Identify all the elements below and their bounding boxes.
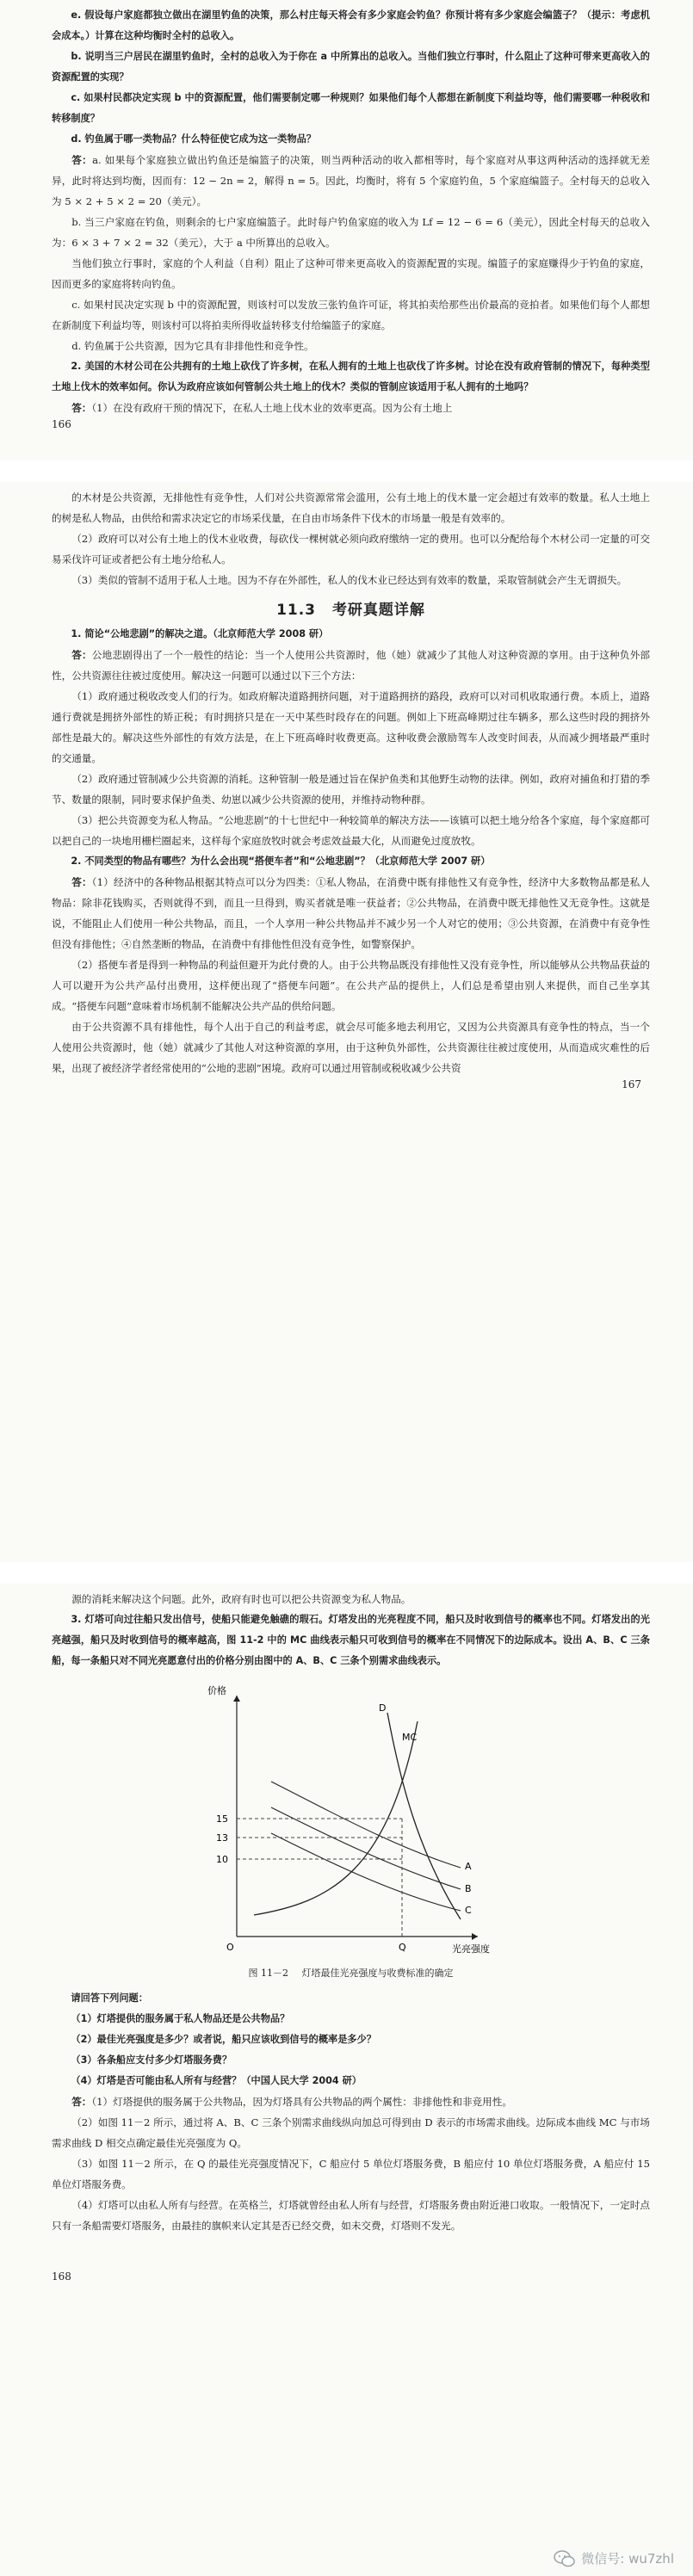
- tick-13: 13: [216, 1832, 228, 1844]
- paragraph: 2. 不同类型的物品有哪些？为什么会出现“搭便车者”和“公地悲剧”？（北京师范大学 2007 研）: [71, 856, 491, 867]
- paragraph: （2）如图 11－2 所示，通过将 A、B、C 三条个别需求曲线纵向加总可得到由 D 表示的市场需求曲线。边际成本曲线 MC 与市场需求曲线 D 相交点确定最佳光亮强度为 Q。: [52, 2116, 650, 2149]
- page-number: 168: [52, 2270, 71, 2283]
- answer-label: 答：: [71, 876, 92, 888]
- paragraph: 1. 简论“公地悲剧”的解决之道。（北京师范大学 2008 研）: [71, 628, 329, 639]
- paragraph: 答：（1）经济中的各种物品根据其特点可以分为四类：①私人物品，在消费中既有排他性又有竞争性，经济中大多数物品都是私人物品：除非花钱购买，否则就得不到，而且一旦得到，购买者就是唯一获益者；②公共物品，在消费中既无排他性又无竞争性。这就是说，不能阻止人们使用一种公共物品，而且，一个人享用一种公共物品并不减少另一个人对它的使用；③公共资源，在消费中有竞争性但没有排他性；④自然垄断的物品，在消费中有排他性但没有竞争性，如警察保护。: [52, 876, 650, 950]
- page-gap: [0, 460, 693, 482]
- answers: [52, 2091, 650, 2236]
- curve-c: [271, 1833, 461, 1911]
- label-d: D: [379, 1702, 387, 1714]
- paragraph: b. 说明当三户居民在湖里钓鱼时，全村的总收入为于你在 a 中所算出的总收入。当他们独立行事时，什么阻止了这种可带来更高收入的资源配置的实现？: [52, 51, 650, 83]
- paragraph: （3）如图 11－2 所示，在 Q 的最佳光亮强度情况下，C 船应付 5 单位灯塔服务费，B 船应付 10 单位灯塔服务费，A 船应付 15 单位灯塔服务费。: [52, 2158, 650, 2190]
- x-axis-label: 光亮强度: [452, 1943, 490, 1955]
- answer-label: 答：: [71, 2096, 92, 2108]
- caption-number: 图 11－2: [248, 1968, 288, 1979]
- label-c: C: [465, 1905, 472, 1916]
- paragraph: （2）搭便车者是得到一种物品的利益但避开为此付费的人。由于公共物品既没有排他性又没有竞争性，所以能够从公共物品获益的人可以避开为公共产品付出费用，这样便出现了“搭便车问题”。在公共产品的提供上，人们总是希望由别人来提供，而自己坐享其成。“搭便车问题”意味着市场机制不能解决公共产品的供给问题。: [52, 959, 650, 1012]
- section-title: 考研真题详解: [331, 602, 425, 619]
- figure-11-2: [202, 1678, 495, 1962]
- wechat-icon: [554, 2550, 576, 2567]
- paragraph: （3）各条船应支付多少灯塔服务费？: [71, 2054, 232, 2066]
- caption-text: 灯塔最佳光亮强度与收费标准的确定: [301, 1968, 454, 1979]
- paragraph: c. 如果村民都决定实现 b 中的资源配置，他们需要制定哪一种规则？如果他们每个人都想在新制度下利益均等，他们需要哪一种税收和转移制度？: [52, 92, 650, 124]
- paragraph: 答：a. 如果每个家庭独立做出钓鱼还是编篮子的决策，则当两种活动的收入都相等时，每个家庭对从事这两种活动的选择就无差异，此时将达到均衡，因而有：12 − 2n = 2，解得 n = 5。因此，均衡时，将有 5 个家庭钓鱼，5 个家庭编篮子。全村每天的总收入为 5 × 2 + 5 × 2 = 20（美元）。: [52, 154, 650, 207]
- paragraph: 答：公地悲剧得出了一个一般性的结论：当一个人使用公共资源时，他（她）就减少了其他人对这种资源的享用。由于这种负外部性，公共资源往往被过度使用。解决这一问题可以通过以下三个方法：: [52, 649, 650, 682]
- origin-label: O: [226, 1942, 234, 1953]
- paragraph: b. 当三户家庭在钓鱼，则剩余的七户家庭编篮子。此时每户钓鱼家庭的收入为 Lf = 12 − 6 = 6（美元），因此全村每天的总收入为：6 × 3 + 7 × 2 = 32（美元），大于 a 中所算出的总收入。: [52, 216, 650, 249]
- tick-q: Q: [399, 1942, 406, 1953]
- paragraph: 答：（1）灯塔提供的服务属于公共物品，因为灯塔具有公共物品的两个属性：非排他性和非竞用性。: [71, 2096, 512, 2108]
- sub-questions: [52, 1988, 650, 2091]
- paragraph: （3）把公共资源变为私人物品。“公地悲剧”的十七世纪中一种较简单的解决方法——该镇可以把土地分给各个家庭，每个家庭都可以把自己的一块地用栅栏圈起来，这样每个家庭放牧时就会考虑效益最大化，从而避免过度放牧。: [52, 814, 650, 847]
- tick-10: 10: [216, 1854, 228, 1865]
- paragraph: d. 钓鱼属于哪一类物品？什么特征使它成为这一类物品？: [71, 133, 317, 145]
- paragraph: （1）灯塔提供的服务属于私人物品还是公共物品？: [71, 2013, 290, 2024]
- paragraph: c. 如果村民决定实现 b 中的资源配置，则该村可以发放三张钓鱼许可证，将其拍卖给那些出价最高的竞拍者。如果他们每个人都想在新制度下利益均等，则该村可以将拍卖所得收益转移支付给编篮子的家庭。: [52, 299, 650, 331]
- question-3: 3. 灯塔可向过往船只发出信号，使船只能避免触礁的瑕石。灯塔发出的光亮程度不同，船只及时收到信号的概率也不同。灯塔发出的光亮越强，船只及时收到信号的概率越高，图 11-2 中的 MC 曲线表示船只可收到信号的概率在不同情况下的边际成本。设出 A、B、C 三条船，每一条船只对不同光亮愿意付出的价格分别由图中的 A、B、C 三条个别需求曲线表示。: [52, 1614, 650, 1666]
- continued-paragraph: 源的消耗来解决这个问题。此外，政府有时也可以把公共资源变为私人物品。: [71, 1593, 411, 1605]
- paragraph: 答：（1）在没有政府干预的情况下，在私人土地上伐木业的效率更高。因为公有土地上: [71, 402, 453, 414]
- page-number: 166: [52, 418, 71, 430]
- paragraph: 的木材是公共资源，无排他性有竞争性，人们对公共资源常常会滥用，公有土地上的伐木量一定会超过有效率的数量。私人土地上的树是私人物品，由供给和需求决定它的市场采伐量，在自由市场条件下伐木的市场量一般是有效率的。: [52, 491, 650, 524]
- label-mc: MC: [402, 1732, 418, 1743]
- page-166: [0, 0, 693, 460]
- curve-b: [271, 1807, 461, 1889]
- page-gap: [0, 1562, 693, 1584]
- paragraph: （1）政府通过税收改变人们的行为。如政府解决道路拥挤问题，对于道路拥挤的路段，政府可以对司机收取通行费。本质上，道路通行费就是拥挤外部性的矫正税；有时拥挤只是在一天中某些时段存在的问题。例如上下班高峰期过往车辆多，那么这些时段的拥挤外部性是最大的。解决这些外部性的有效方法是，在上下班高峰时收费更高。这种收费会激励驾车人改变时间表，从而减少拥堵最严重时的交通量。: [52, 690, 650, 764]
- paragraph: （3）类似的管制不适用于私人土地。因为不存在外部性，私人的伐木业已经达到有效率的数量，采取管制就会产生无谓损失。: [71, 574, 628, 586]
- answer-label: 答：: [71, 154, 93, 166]
- label-a: A: [465, 1861, 472, 1872]
- paragraph: 当他们独立行事时，家庭的个人利益（自利）阻止了这种可带来更高收入的资源配置的实现。编篮子的家庭赚得少于钓鱼的家庭，因而更多的家庭将转向钓鱼。: [52, 257, 650, 290]
- answer-label: 答：: [71, 402, 92, 414]
- exam-items: [52, 624, 650, 1078]
- answer-label: 答：: [71, 649, 92, 661]
- paragraph: （2）最佳光亮强度是多少？或者说，船只应该收到信号的概率是多少？: [71, 2034, 376, 2045]
- tick-15: 15: [216, 1813, 228, 1825]
- page-167: [0, 482, 693, 1562]
- paragraph: 由于公共资源不具有排他性，每个人出于自己的利益考虑，就会尽可能多地去利用它，又因为公共资源具有竞争性的特点，当一个人使用公共资源时，他（她）就减少了其他人对这种资源的享用，由于这种负外部性，公共资源往往被过度使用，从而造成灾难性的后果，出现了被经济学者经常使用的“公地的悲剧”困境。政府可以通过用管制或税收减少公共资: [52, 1021, 650, 1074]
- y-axis-label: 价格: [207, 1685, 226, 1696]
- paragraph: 请回答下列问题：: [71, 1992, 148, 2004]
- paragraph: （2）政府通过管制减少公共资源的消耗。这种管制一般是通过旨在保护鱼类和其他野生动物的法律。例如，政府对捕鱼和打猎的季节、数量的限制，同时要求保护鱼类、幼崽以减少公共资源的使用，并维持动物种群。: [52, 773, 650, 806]
- section-heading: [52, 597, 650, 619]
- paragraph: e. 假设每户家庭都独立做出在湖里钓鱼的决策，那么村庄每天将会有多少家庭会钓鱼？你预计将有多少家庭会编篮子？（提示：考虑机会成本。）计算在这种均衡时全村的总收入。: [52, 9, 650, 41]
- paragraph: （4）灯塔可以由私人所有与经营。在英格兰，灯塔就曾经由私人所有与经营，灯塔服务费由附近港口收取。一般情况下，一定时点只有一条船需要灯塔服务，由最挂的旗帜来认定其是否已经交费，如未交费，灯塔则不发光。: [52, 2199, 650, 2232]
- page-167-top: [52, 487, 650, 590]
- x-axis-arrow: [472, 1933, 478, 1940]
- page-166-body: [52, 5, 650, 418]
- paragraph: 2. 美国的木材公司在公共拥有的土地上砍伐了许多树，在私人拥有的土地上也砍伐了许多树。讨论在没有政府管制的情况下，每种类型土地上伐木的效率如何。你认为政府应该如何管制公共土地上的伐木？类似的管制应该适用于私人拥有的土地吗？: [52, 361, 650, 392]
- lighthouse-demand-chart: [202, 1678, 495, 1962]
- paragraph: （4）灯塔是否可能由私人所有与经营？（中国人民大学 2004 研）: [71, 2075, 362, 2086]
- label-b: B: [465, 1883, 472, 1894]
- paragraph: d. 钓鱼属于公共资源，因为它具有非排他性和竞争性。: [71, 340, 314, 352]
- figure-caption: [52, 1966, 650, 1980]
- section-number: 11.3: [276, 602, 317, 619]
- watermark: [554, 2549, 674, 2567]
- watermark-text: 微信号: wu7zhl: [581, 2551, 674, 2567]
- paragraph: （2）政府可以对公有土地上的伐木业收费，每砍伐一棵树就必须向政府缴纳一定的费用。也可以分配给每个木材公司一定量的可交易采伐许可证或者把公有土地分给私人。: [52, 533, 650, 565]
- curve-d: [387, 1713, 461, 1919]
- page-number: 167: [622, 1078, 641, 1090]
- y-axis-arrow: [233, 1696, 240, 1702]
- page-168: [0, 1584, 693, 2576]
